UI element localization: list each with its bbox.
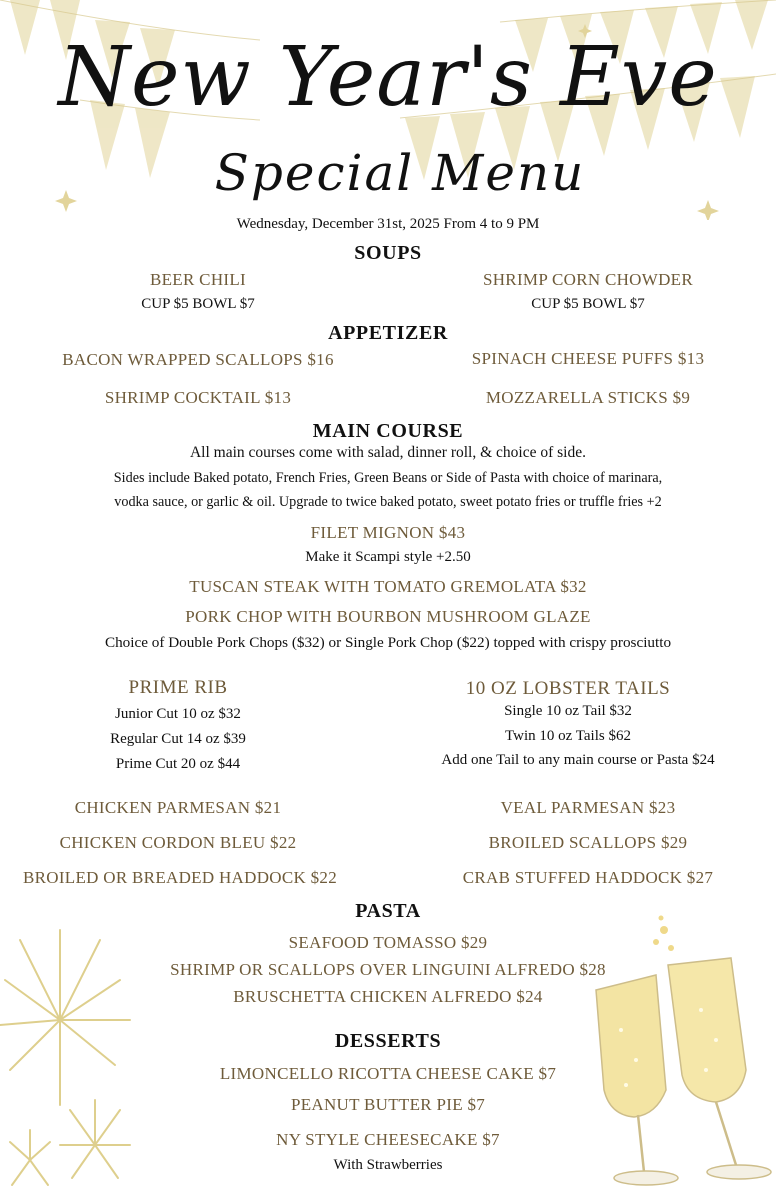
section-heading-desserts: DESSERTS <box>334 1030 442 1052</box>
menu-item-appetizer: BACON WRAPPED SCALLOPS $16 <box>62 350 334 369</box>
menu-note-filet-mignon: Make it Scampi style +2.50 <box>305 549 471 565</box>
main-course-sides: Sides include Baked potato, French Fries, Green Beans or Side of Pasta with choice of marinara, <box>113 470 663 486</box>
menu-item-entree: BROILED SCALLOPS $29 <box>488 833 688 852</box>
menu-item-appetizer: MOZZARELLA STICKS $9 <box>485 388 691 407</box>
menu-item-entree: VEAL PARMESAN $23 <box>500 798 676 817</box>
menu-item-entree: CHICKEN PARMESAN $21 <box>74 798 282 817</box>
menu-item-lobster-tails: 10 OZ LOBSTER TAILS <box>465 678 671 699</box>
menu-item-dessert: NY STYLE CHEESECAKE $7 <box>276 1130 500 1149</box>
lobster-option: Twin 10 oz Tails $62 <box>505 728 631 744</box>
sparkle-icon <box>55 190 77 212</box>
menu-item-prime-rib: PRIME RIB <box>128 677 228 698</box>
prime-rib-option: Regular Cut 14 oz $39 <box>110 731 246 747</box>
menu-item-entree: BROILED OR BREADED HADDOCK $22 <box>22 868 338 887</box>
prime-rib-option: Prime Cut 20 oz $44 <box>115 756 241 772</box>
section-heading-appetizer: APPETIZER <box>328 322 448 344</box>
main-course-intro: All main courses come with salad, dinner roll, & choice of side. <box>189 444 586 461</box>
section-heading-pasta: PASTA <box>355 900 421 922</box>
menu-item-pasta: SEAFOOD TOMASSO $29 <box>288 933 488 952</box>
menu-item-pasta: SHRIMP OR SCALLOPS OVER LINGUINI ALFREDO $28 <box>170 960 606 979</box>
menu-price-beer-chili: CUP $5 BOWL $7 <box>141 296 255 312</box>
menu-item-shrimp-corn-chowder: SHRIMP CORN CHOWDER <box>482 270 694 289</box>
lobster-option: Single 10 oz Tail $32 <box>504 703 632 719</box>
menu-item-entree: CHICKEN CORDON BLEU $22 <box>59 833 297 852</box>
lobster-option: Add one Tail to any main course or Pasta $24 <box>441 752 715 768</box>
menu-item-beer-chili: BEER CHILI <box>149 270 247 289</box>
prime-rib-option: Junior Cut 10 oz $32 <box>115 706 241 722</box>
page-subtitle: Special Menu <box>214 144 586 202</box>
menu-note-dessert: With Strawberries <box>333 1157 443 1173</box>
event-date: Wednesday, December 31st, 2025 From 4 to 9 PM <box>236 216 540 232</box>
page-title: New Year's Eve <box>58 30 718 125</box>
menu-item-appetizer: SHRIMP COCKTAIL $13 <box>104 388 292 407</box>
menu-item-dessert: LIMONCELLO RICOTTA CHEESE CAKE $7 <box>219 1064 557 1083</box>
menu-item-filet-mignon: FILET MIGNON $43 <box>310 523 466 542</box>
menu-item-pork-chop: PORK CHOP WITH BOURBON MUSHROOM GLAZE <box>185 607 591 626</box>
menu-note-pork-chop: Choice of Double Pork Chops ($32) or Single Pork Chop ($22) topped with crispy prosciutto <box>104 634 672 651</box>
menu-item-appetizer: SPINACH CHEESE PUFFS $13 <box>471 349 705 368</box>
menu-item-pasta: BRUSCHETTA CHICKEN ALFREDO $24 <box>233 987 543 1006</box>
section-heading-main-course: MAIN COURSE <box>312 420 464 442</box>
menu-item-tuscan-steak: TUSCAN STEAK WITH TOMATO GREMOLATA $32 <box>189 577 587 596</box>
section-heading-soups: SOUPS <box>354 242 422 264</box>
main-course-sides: vodka sauce, or garlic & oil. Upgrade to twice baked potato, sweet potato fries or truffle fries +2 <box>114 494 662 510</box>
menu-item-dessert: PEANUT BUTTER PIE $7 <box>290 1095 486 1114</box>
menu-price-shrimp-corn-chowder: CUP $5 BOWL $7 <box>531 296 645 312</box>
menu-item-entree: CRAB STUFFED HADDOCK $27 <box>462 868 714 887</box>
